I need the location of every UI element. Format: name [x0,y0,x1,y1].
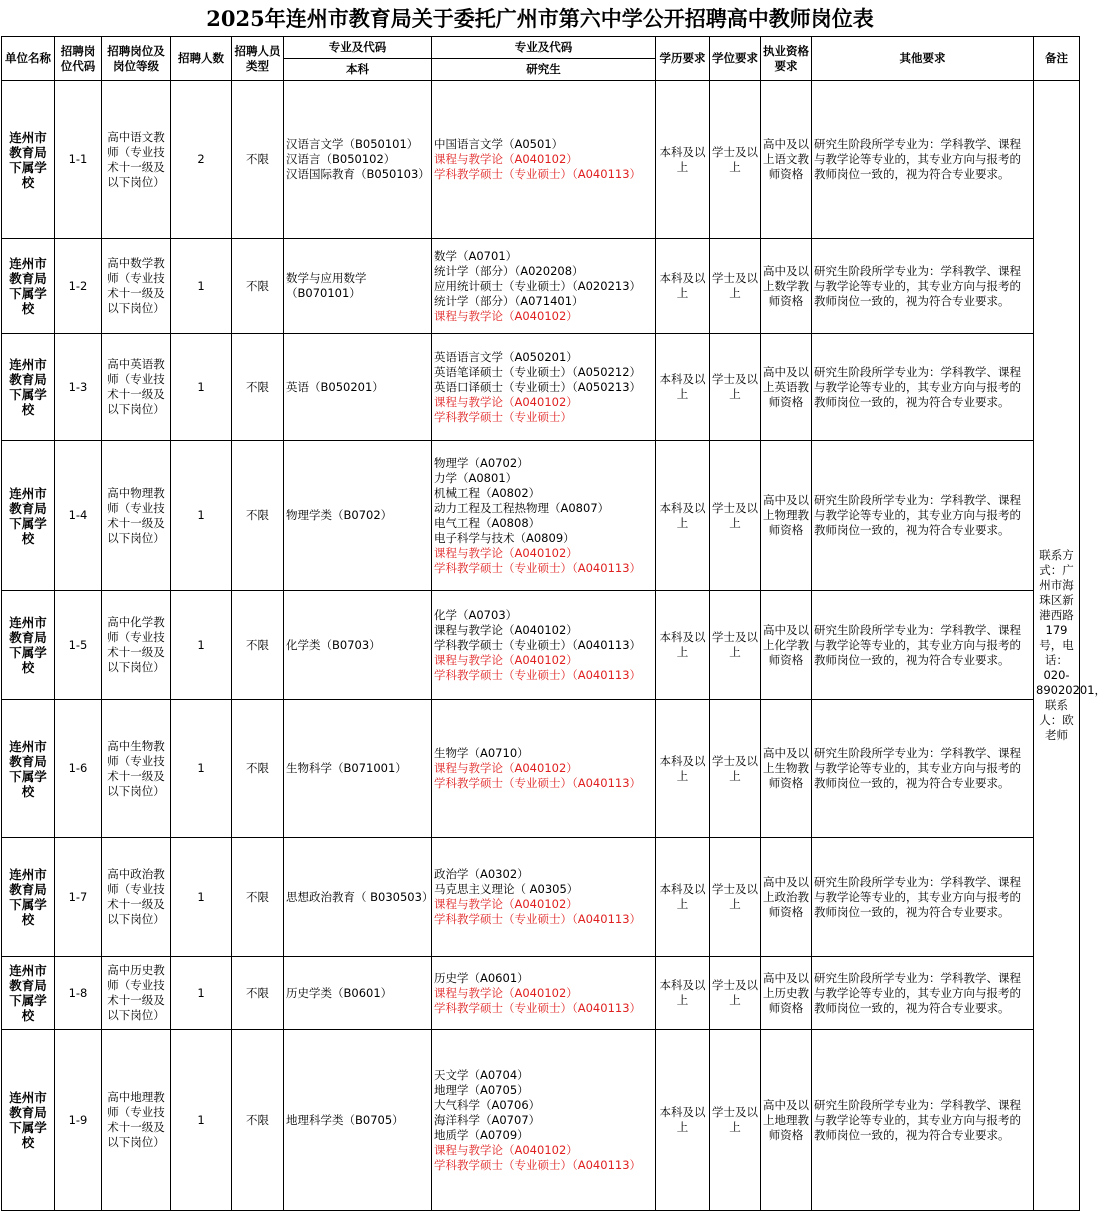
education-requirement-cell: 本科及以上 [656,334,710,441]
header-position: 招聘岗位及岗位等级 [102,37,171,81]
unit-name-cell: 连州市教育局下属学校 [2,591,55,700]
undergrad-major: 汉语国际教育（B050103） [286,167,430,181]
grad-major: 课程与教学论（A040102） [434,394,578,409]
headcount-cell: 1 [171,1030,232,1211]
position-title-cell: 高中英语教师（专业技术十一级及以下岗位） [102,334,171,441]
education-requirement-cell: 本科及以上 [656,700,710,838]
position-code-cell: 1-1 [55,81,102,239]
header-education: 学历要求 [656,37,710,81]
grad-major: 中国语言文学（A0501） [434,137,564,151]
undergrad-major: 历史学类（B0601） [286,985,393,1000]
unit-name-cell: 连州市教育局下属学校 [2,1030,55,1211]
grad-major: 天文学（A0704） [434,1067,529,1082]
grad-major: 数学（A0701） [434,248,518,263]
grad-majors-cell [432,700,656,838]
education-requirement-cell: 本科及以上 [656,591,710,700]
table-row [2,1030,1080,1211]
undergrad-majors-cell [284,957,432,1030]
recruitment-table [1,36,1106,1211]
position-code-cell: 1-2 [55,239,102,334]
qualification-requirement-cell: 高中及以上英语教师资格 [761,334,812,441]
grad-majors-cell [432,441,656,591]
other-requirements-cell: 研究生阶段所学专业为：学科教学、课程与教学论等专业的，其专业方向与报考的教师岗位一致的，视为符合专业要求。 [812,441,1034,591]
grad-majors-cell [432,334,656,441]
unit-name-cell: 连州市教育局下属学校 [2,81,55,239]
undergrad-majors-cell [284,239,432,334]
grad-major: 动力工程及工程热物理（A0807） [434,500,610,515]
personnel-type-cell: 不限 [232,441,284,591]
header-major-undergrad-top: 专业及代码 [284,37,432,59]
position-title-cell: 高中语文教师（专业技术十一级及以下岗位） [102,81,171,239]
grad-major: 英语笔译硕士（专业硕士）（A050212） [434,364,642,379]
position-title-cell: 高中生物教师（专业技术十一级及以下岗位） [102,700,171,838]
contact-note-cell: 联系方式：广州市海珠区新港西路179号，电话：020-89020201，联系人：欧老师 [1034,81,1080,1211]
header-major-grad-top: 专业及代码 [432,37,656,59]
degree-requirement-cell: 学士及以上 [710,591,761,700]
education-requirement-cell: 本科及以上 [656,441,710,591]
header-other: 其他要求 [812,37,1034,81]
grad-major: 课程与教学论（A040102） [434,652,578,667]
grad-major: 学科教学硕士（专业硕士）（A040113） [434,667,642,682]
grad-major: 生物学（A0710） [434,746,529,760]
header-major-grad: 研究生 [432,59,656,81]
headcount-cell: 1 [171,441,232,591]
header-major-undergrad: 本科 [284,59,432,81]
grad-majors-cell [432,1030,656,1211]
position-title-cell: 高中历史教师（专业技术十一级及以下岗位） [102,957,171,1030]
unit-name-cell: 连州市教育局下属学校 [2,700,55,838]
qualification-requirement-cell: 高中及以上数学教师资格 [761,239,812,334]
grad-majors-cell [432,957,656,1030]
grad-major: 课程与教学论（A040102） [434,152,578,166]
degree-requirement-cell: 学士及以上 [710,441,761,591]
grad-major: 海洋科学（A0707） [434,1112,541,1127]
grad-major: 课程与教学论（A040102） [434,985,578,1000]
personnel-type-cell: 不限 [232,334,284,441]
personnel-type-cell: 不限 [232,591,284,700]
undergrad-majors-cell [284,1030,432,1211]
unit-name-cell: 连州市教育局下属学校 [2,957,55,1030]
table-row [2,239,1080,334]
personnel-type-cell: 不限 [232,239,284,334]
grad-major: 学科教学硕士（专业硕士）（A040113） [434,167,642,181]
grad-major: 学科教学硕士（专业硕士） [434,409,572,424]
undergrad-major: 地理科学类（B0705） [286,1112,404,1127]
undergrad-majors-cell [284,441,432,591]
header-degree: 学位要求 [710,37,761,81]
headcount-cell: 1 [171,700,232,838]
table-row [2,591,1080,700]
other-requirements-cell: 研究生阶段所学专业为：学科教学、课程与教学论等专业的，其专业方向与报考的教师岗位一致的，视为符合专业要求。 [812,334,1034,441]
grad-major: 学科教学硕士（专业硕士）（A040113） [434,1157,642,1172]
degree-requirement-cell: 学士及以上 [710,1030,761,1211]
other-requirements-cell: 研究生阶段所学专业为：学科教学、课程与教学论等专业的，其专业方向与报考的教师岗位一致的，视为符合专业要求。 [812,1030,1034,1211]
grad-major: 英语口译硕士（专业硕士）（A050213） [434,379,642,394]
header-note: 备注 [1034,37,1080,81]
position-code-cell: 1-4 [55,441,102,591]
education-requirement-cell: 本科及以上 [656,81,710,239]
qualification-requirement-cell: 高中及以上历史教师资格 [761,957,812,1030]
unit-name-cell: 连州市教育局下属学校 [2,838,55,957]
headcount-cell: 1 [171,957,232,1030]
undergrad-majors-cell [284,838,432,957]
headcount-cell: 1 [171,239,232,334]
grad-major: 地理学（A0705） [434,1082,529,1097]
grad-major: 应用统计硕士（专业硕士）（A020213） [434,278,642,293]
position-title-cell: 高中政治教师（专业技术十一级及以下岗位） [102,838,171,957]
undergrad-majors-cell [284,591,432,700]
degree-requirement-cell: 学士及以上 [710,239,761,334]
grad-major: 化学（A0703） [434,607,518,622]
grad-major: 地质学（A0709） [434,1127,529,1142]
table-row [2,441,1080,591]
undergrad-majors-cell [284,334,432,441]
degree-requirement-cell: 学士及以上 [710,957,761,1030]
grad-majors-cell [432,838,656,957]
education-requirement-cell: 本科及以上 [656,239,710,334]
header-type: 招聘人员类型 [232,37,284,81]
headcount-cell: 1 [171,334,232,441]
grad-major: 物理学（A0702） [434,455,529,470]
other-requirements-cell: 研究生阶段所学专业为：学科教学、课程与教学论等专业的，其专业方向与报考的教师岗位一致的，视为符合专业要求。 [812,591,1034,700]
undergrad-major: 汉语言文学（B050101） [286,137,419,151]
qualification-requirement-cell: 高中及以上生物教师资格 [761,700,812,838]
table-row [2,334,1080,441]
position-title-cell: 高中物理教师（专业技术十一级及以下岗位） [102,441,171,591]
personnel-type-cell: 不限 [232,1030,284,1211]
unit-name-cell: 连州市教育局下属学校 [2,334,55,441]
other-requirements-cell: 研究生阶段所学专业为：学科教学、课程与教学论等专业的，其专业方向与报考的教师岗位一致的，视为符合专业要求。 [812,838,1034,957]
position-code-cell: 1-6 [55,700,102,838]
grad-major: 机械工程（A0802） [434,485,541,500]
position-code-cell: 1-8 [55,957,102,1030]
other-requirements-cell: 研究生阶段所学专业为：学科教学、课程与教学论等专业的，其专业方向与报考的教师岗位一致的，视为符合专业要求。 [812,957,1034,1030]
grad-major: 课程与教学论（A040102） [434,761,578,775]
undergrad-major: 英语（B050201） [286,379,384,394]
undergrad-major: 物理学类（B0702） [286,508,393,522]
education-requirement-cell: 本科及以上 [656,1030,710,1211]
grad-major: 政治学（A0302） [434,867,529,881]
other-requirements-cell: 研究生阶段所学专业为：学科教学、课程与教学论等专业的，其专业方向与报考的教师岗位一致的，视为符合专业要求。 [812,239,1034,334]
header-count: 招聘人数 [171,37,232,81]
undergrad-major: 汉语言（B050102） [286,152,396,166]
undergrad-major: 化学类（B0703） [286,637,381,652]
grad-major: 历史学（A0601） [434,970,529,985]
position-code-cell: 1-3 [55,334,102,441]
qualification-requirement-cell: 高中及以上物理教师资格 [761,441,812,591]
qualification-requirement-cell: 高中及以上政治教师资格 [761,838,812,957]
grad-major: 课程与教学论（A040102） [434,1142,578,1157]
header-qualification: 执业资格要求 [761,37,812,81]
position-code-cell: 1-5 [55,591,102,700]
grad-major: 统计学（部分）（A020208） [434,263,584,278]
qualification-requirement-cell: 高中及以上化学教师资格 [761,591,812,700]
undergrad-majors-cell [284,81,432,239]
personnel-type-cell: 不限 [232,81,284,239]
education-requirement-cell: 本科及以上 [656,838,710,957]
grad-major: 学科教学硕士（专业硕士）（A040113） [434,912,642,926]
table-row [2,957,1080,1030]
header-code: 招聘岗位代码 [55,37,102,81]
grad-major: 马克思主义理论（ A0305） [434,882,579,896]
table-row [2,81,1080,239]
page-title: 2025年连州市教育局关于委托广州市第六中学公开招聘高中教师岗位表 [206,6,874,31]
grad-major: 电气工程（A0808） [434,515,541,530]
grad-major: 统计学（部分）（A071401） [434,293,584,308]
undergrad-major: 数学与应用数学（B070101） [286,271,367,300]
grad-major: 学科教学硕士（专业硕士）（A040113） [434,637,642,652]
position-title-cell: 高中地理教师（专业技术十一级及以下岗位） [102,1030,171,1211]
unit-name-cell: 连州市教育局下属学校 [2,239,55,334]
qualification-requirement-cell: 高中及以上地理教师资格 [761,1030,812,1211]
degree-requirement-cell: 学士及以上 [710,81,761,239]
degree-requirement-cell: 学士及以上 [710,334,761,441]
grad-major: 课程与教学论（A040102） [434,897,578,911]
grad-major: 力学（A0801） [434,470,518,485]
other-requirements-cell: 研究生阶段所学专业为：学科教学、课程与教学论等专业的，其专业方向与报考的教师岗位一致的，视为符合专业要求。 [812,700,1034,838]
headcount-cell: 2 [171,81,232,239]
position-code-cell: 1-7 [55,838,102,957]
education-requirement-cell: 本科及以上 [656,957,710,1030]
unit-name-cell: 连州市教育局下属学校 [2,441,55,591]
personnel-type-cell: 不限 [232,700,284,838]
personnel-type-cell: 不限 [232,838,284,957]
table-row [2,838,1080,957]
headcount-cell: 1 [171,591,232,700]
undergrad-majors-cell [284,700,432,838]
personnel-type-cell: 不限 [232,957,284,1030]
other-requirements-cell: 研究生阶段所学专业为：学科教学、课程与教学论等专业的，其专业方向与报考的教师岗位一致的，视为符合专业要求。 [812,81,1034,239]
degree-requirement-cell: 学士及以上 [710,700,761,838]
grad-majors-cell [432,591,656,700]
grad-major: 课程与教学论（A040102） [434,622,578,637]
qualification-requirement-cell: 高中及以上语文教师资格 [761,81,812,239]
position-title-cell: 高中化学教师（专业技术十一级及以下岗位） [102,591,171,700]
position-title-cell: 高中数学教师（专业技术十一级及以下岗位） [102,239,171,334]
grad-major: 学科教学硕士（专业硕士）（A040113） [434,1000,642,1015]
table-row [2,700,1080,838]
degree-requirement-cell: 学士及以上 [710,838,761,957]
headcount-cell: 1 [171,838,232,957]
grad-major: 学科教学硕士（专业硕士）（A040113） [434,560,642,575]
grad-major: 英语语言文学（A050201） [434,349,578,364]
grad-major: 课程与教学论（A040102） [434,308,578,323]
grad-major: 大气科学（A0706） [434,1097,541,1112]
grad-major: 课程与教学论（A040102） [434,545,578,560]
grad-majors-cell [432,81,656,239]
undergrad-major: 生物科学（B071001） [286,761,407,775]
position-code-cell: 1-9 [55,1030,102,1211]
grad-major: 学科教学硕士（专业硕士）（A040113） [434,776,642,790]
grad-majors-cell [432,239,656,334]
grad-major: 电子科学与技术（A0809） [434,530,575,545]
header-unit: 单位名称 [2,37,55,81]
undergrad-major: 思想政治教育（ B030503） [286,889,434,904]
